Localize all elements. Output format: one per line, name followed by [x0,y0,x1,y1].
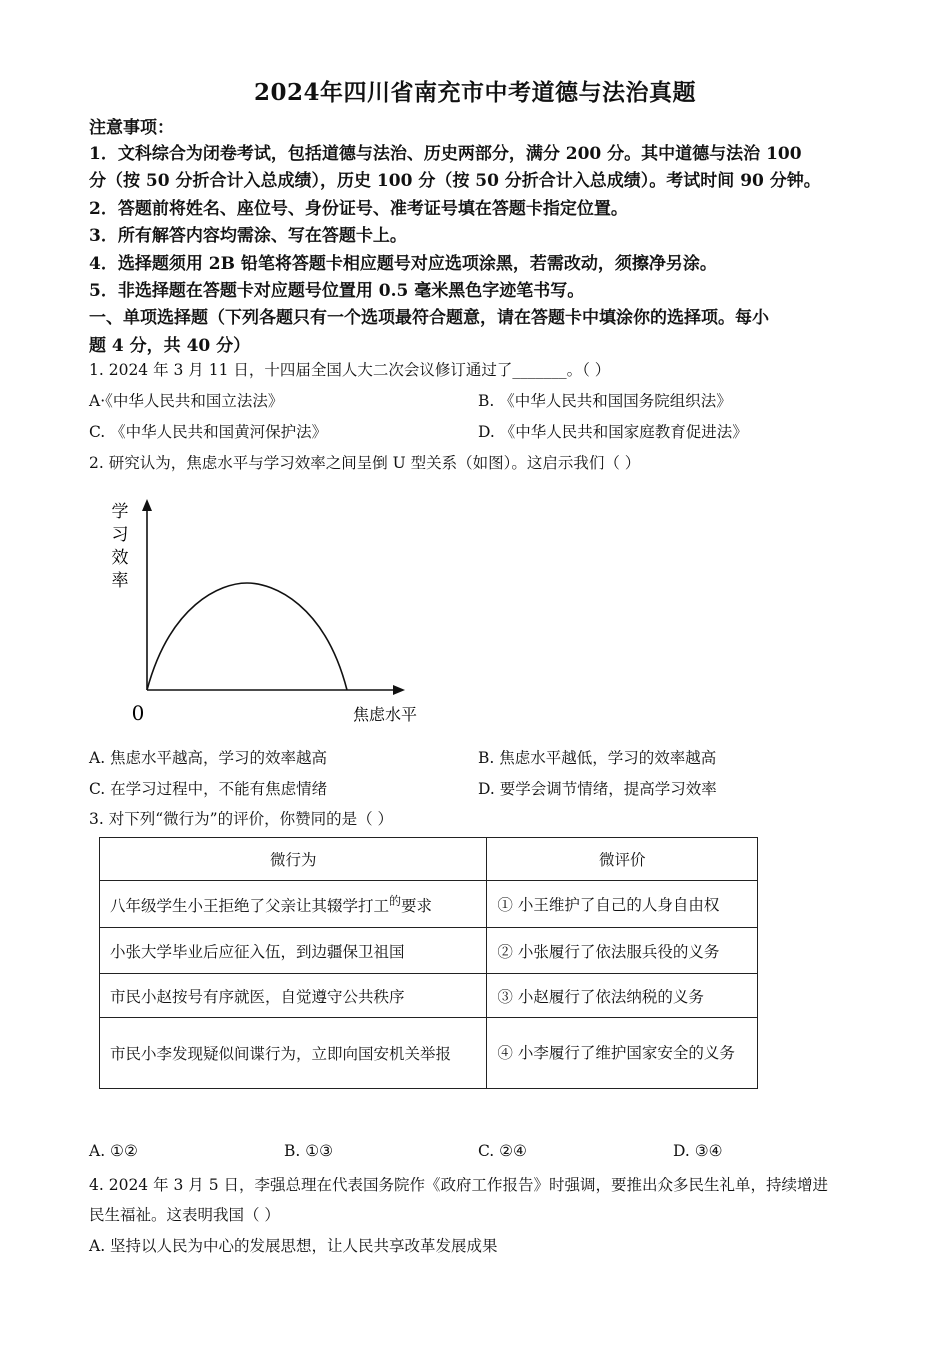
review-cell: ④ 小李履行了维护国家安全的义务 [487,1018,758,1089]
table-header-row [100,838,758,881]
behavior-cell [100,881,487,928]
table-row [100,1018,758,1089]
q1-option-d: D. 《中华人民共和国家庭教育促进法》 [478,423,748,441]
behavior-cell: 市民小李发现疑似间谍行为，立即向国安机关举报 [100,1018,487,1089]
behavior-sup-text: 的 [389,894,402,908]
section-heading: 一、单项选择题（下列各题只有一个选项最符合题意，请在答题卡中填涂你的选择项。每小 [89,308,769,328]
review-cell: ① 小王维护了自己的人身自由权 [487,881,758,928]
notice-line: 1．文科综合为闭卷考试，包括道德与法治、历史两部分，满分 200 分。其中道德与法治 100 [89,144,802,164]
q1-option-b: B. 《中华人民共和国国务院组织法》 [478,392,732,410]
y-axis-label-char: 效 [111,548,129,568]
table-header-review: 微评价 [487,838,758,881]
section-heading-cont: 题 4 分，共 40 分） [89,336,251,356]
q3-option-b: B. ①③ [284,1142,334,1160]
q2-option-d: D. 要学会调节情绪，提高学习效率 [478,780,717,798]
notice-line: 5．非选择题在答题卡对应题号位置用 0.5 毫米黑色字迹笔书写。 [89,281,585,301]
q2-option-a: A. 焦虑水平越高，学习的效率越高 [89,749,328,767]
x-axis-arrow-icon [393,685,405,695]
q2-option-b: B. 焦虑水平越低，学习的效率越高 [478,749,717,767]
origin-label: 0 [131,701,145,725]
behavior-text: 八年级学生小王拒绝了父亲让其辍学打工 [110,897,390,915]
notice-line: 4．选择题须用 2B 铅笔将答题卡相应题号对应选项涂黑，若需改动，须擦净另涂。 [89,254,717,274]
question-4-stem: 4. 2024 年 3 月 5 日，李强总理在代表国务院作《政府工作报告》时强调，要推出众多民生礼单，持续增进 [89,1176,829,1194]
notice-line: 3．所有解答内容均需涂、写在答题卡上。 [89,226,407,246]
page-title: 2024年四川省南充市中考道德与法治真题 [253,79,696,106]
y-axis-label-char: 习 [111,525,129,545]
table-row [100,974,758,1018]
y-axis-label-char: 学 [111,502,129,522]
micro-behavior-table [99,837,758,1089]
q4-option-a: A. 坚持以人民为中心的发展思想，让人民共享改革发展成果 [89,1237,498,1255]
y-axis-arrow-icon [142,499,152,511]
notice-line: 分（按 50 分折合计入总成绩），历史 100 分（按 50 分折合计入总成绩）。考试时间 90 分钟。 [89,171,821,191]
table-row [100,928,758,974]
anxiety-efficiency-figure [100,495,440,730]
q3-option-c: C. ②④ [478,1142,527,1160]
q2-option-c: C. 在学习过程中，不能有焦虑情绪 [89,780,328,798]
review-cell: ③ 小赵履行了依法纳税的义务 [487,974,758,1018]
q1-option-c: C. 《中华人民共和国黄河保护法》 [89,423,328,441]
q3-option-a: A. ①② [89,1142,138,1160]
question-3-stem: 3. 对下列“微行为”的评价，你赞同的是（ ） [89,810,393,828]
inverted-u-curve [147,583,347,690]
table-row [100,881,758,928]
behavior-tail-text: 要求 [401,897,433,915]
q3-option-d: D. ③④ [673,1142,723,1160]
question-1-stem: 1. 2024 年 3 月 11 日，十四届全国人大二次会议修订通过了_______。（ ） [89,361,611,379]
q1-option-a: A·《中华人民共和国立法法》 [89,392,284,410]
question-4-stem-cont: 民生福祉。这表明我国（ ） [89,1206,280,1224]
behavior-cell: 市民小赵按号有序就医，自觉遵守公共秩序 [100,974,487,1018]
question-2-stem: 2. 研究认为，焦虑水平与学习效率之间呈倒 U 型关系（如图）。这启示我们（ ） [89,454,641,472]
review-cell: ② 小张履行了依法服兵役的义务 [487,928,758,974]
table-header-behavior: 微行为 [100,838,487,881]
x-axis-label: 焦虑水平 [352,705,418,724]
y-axis-label-char: 率 [111,571,129,591]
behavior-cell: 小张大学毕业后应征入伍，到边疆保卫祖国 [100,928,487,974]
notice-heading: 注意事项： [89,118,174,138]
notice-line: 2．答题前将姓名、座位号、身份证号、准考证号填在答题卡指定位置。 [89,199,628,219]
